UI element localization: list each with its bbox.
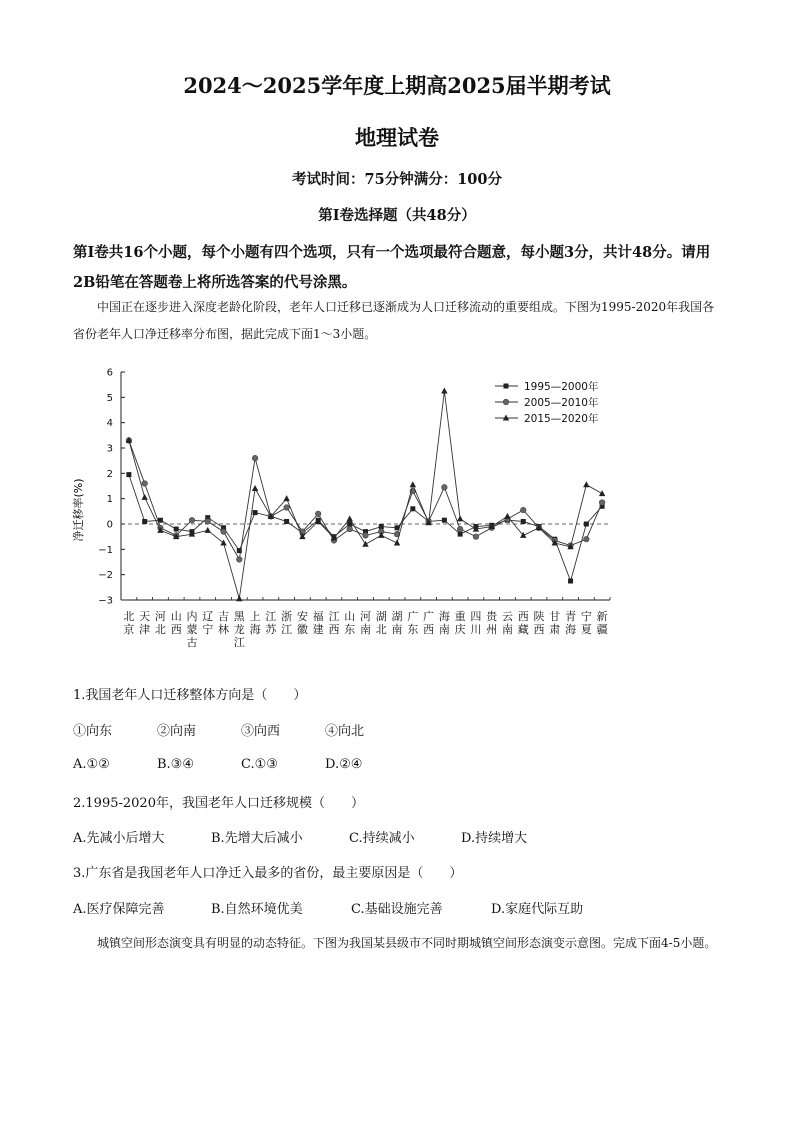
q1-choice: ④向北 — [325, 724, 365, 739]
x-tick-label: 新 疆 — [596, 610, 608, 636]
question-3: 3.广东省是我国老年人口净迁入最多的省份，最主要原因是（ ） — [73, 866, 463, 881]
data-point — [457, 515, 463, 521]
legend-label: 1995—2000年 — [524, 381, 599, 393]
data-point — [458, 532, 463, 537]
data-point — [410, 506, 415, 511]
data-point — [205, 527, 211, 533]
x-tick-label: 浙 江 — [281, 610, 293, 636]
x-tick-label: 吉 林 — [218, 610, 230, 636]
data-point — [220, 540, 226, 546]
data-point — [599, 490, 605, 496]
data-point — [236, 595, 242, 601]
y-tick-label: 5 — [106, 392, 113, 404]
data-point — [284, 519, 289, 524]
data-point — [283, 495, 289, 501]
y-tick-label: 2 — [106, 468, 113, 480]
data-point — [394, 540, 400, 546]
q3-option-c[interactable]: C.基础设施完善 — [351, 902, 443, 917]
data-point — [503, 415, 509, 421]
exam-info: 考试时间：75分钟满分：100分 — [292, 171, 502, 188]
question-2: 2.1995-2020年，我国老年人口迁移规模（ ） — [73, 796, 364, 811]
data-point — [504, 513, 510, 519]
series-1 — [126, 472, 604, 583]
x-tick-label: 福 建 — [312, 610, 324, 636]
y-axis-label: 净迁移率(%) — [72, 478, 85, 542]
x-tick-label: 黑 龙 江 — [233, 610, 245, 649]
x-tick-label: 内 蒙 古 — [186, 610, 198, 649]
q3-option-b[interactable]: B.自然环境优美 — [211, 902, 303, 917]
x-tick-label: 陕 西 — [533, 610, 545, 636]
x-tick-label: 宁 夏 — [580, 610, 592, 636]
q1-choice: ③向西 — [241, 724, 281, 739]
data-point — [362, 541, 368, 547]
data-point — [221, 529, 227, 535]
data-point — [347, 515, 353, 521]
data-point — [347, 526, 353, 532]
x-tick-label: 安 徽 — [296, 610, 308, 636]
x-tick-label: 广 东 — [407, 610, 419, 636]
data-point — [410, 481, 416, 487]
q3-option-a[interactable]: A.医疗保障完善 — [73, 902, 165, 917]
q1-choice: ②向南 — [157, 724, 197, 739]
legend-label: 2015—2020年 — [524, 413, 599, 425]
subject-title: 地理试卷 — [355, 125, 439, 150]
x-tick-label: 湖 南 — [391, 610, 403, 636]
x-tick-label: 广 西 — [423, 610, 435, 636]
q3-option-d[interactable]: D.家庭代际互助 — [491, 902, 584, 917]
data-point — [237, 557, 243, 563]
x-tick-label: 青 海 — [565, 610, 577, 636]
chart-legend — [495, 380, 599, 425]
data-point — [363, 533, 369, 539]
x-tick-label: 北 京 — [123, 610, 135, 636]
q1-option-a[interactable]: A.①② — [73, 757, 110, 772]
x-tick-label: 上 海 — [249, 610, 261, 636]
y-tick-label: 0 — [106, 519, 113, 531]
y-tick-label: −1 — [98, 544, 113, 556]
x-tick-label: 河 北 — [154, 610, 166, 636]
x-tick-label: 海 南 — [438, 610, 450, 636]
q1-option-b[interactable]: B.③④ — [157, 757, 194, 772]
data-point — [442, 518, 447, 523]
x-tick-label: 天 津 — [139, 610, 151, 636]
data-point — [584, 522, 589, 527]
x-tick-label: 西 藏 — [517, 610, 529, 636]
data-point — [441, 388, 447, 394]
intro-paragraph-1: 中国正在逐步进入深度老龄化阶段，老年人口迁移已逐渐成为人口迁移流动的重要组成。下图为1995-2020年我国各省份老年人口净迁移率分布图，据此完成下面1～3小题。 — [73, 300, 715, 341]
data-point — [583, 481, 589, 487]
data-point — [379, 524, 384, 529]
data-point — [315, 511, 321, 517]
data-point — [504, 384, 509, 389]
legend-label: 2005—2010年 — [524, 397, 599, 409]
q1-choice: ①向东 — [73, 724, 113, 739]
q1-option-d[interactable]: D.②④ — [325, 757, 363, 772]
y-tick-label: 6 — [106, 367, 113, 379]
x-tick-label: 山 东 — [344, 610, 356, 636]
x-tick-label: 江 苏 — [265, 610, 277, 636]
data-point — [189, 517, 195, 523]
section-heading: 第Ⅰ卷选择题（共48分） — [318, 207, 476, 224]
x-tick-label: 湖 北 — [375, 610, 387, 636]
question-1: 1.我国老年人口迁移整体方向是（ ） — [73, 688, 307, 703]
y-tick-label: −3 — [98, 595, 113, 607]
data-point — [568, 579, 573, 584]
data-point — [252, 455, 258, 461]
data-point — [584, 536, 590, 542]
intro-paragraph-2: 城镇空间形态演变具有明显的动态特征。下图为我国某县级市不同时期城镇空间形态演变示意图。完成下面4-5小题。 — [97, 936, 717, 950]
data-point — [126, 472, 131, 477]
x-tick-label: 重 庆 — [454, 610, 466, 636]
data-point — [442, 484, 448, 490]
x-tick-label: 河 南 — [360, 610, 371, 636]
section-instructions: 第Ⅰ卷共16个小题，每个小题有四个选项，只有一个选项最符合题意，每小题3分，共计48分。请用2B铅笔在答题卷上将所选答案的代号涂黑。 — [73, 244, 711, 291]
data-point — [599, 500, 605, 506]
data-point — [521, 519, 526, 524]
data-point — [503, 399, 509, 405]
x-tick-label: 甘 肃 — [549, 610, 561, 636]
q1-option-c[interactable]: C.①③ — [241, 757, 278, 772]
y-tick-label: −2 — [98, 570, 113, 582]
data-point — [473, 534, 479, 540]
data-point — [174, 527, 179, 532]
data-point — [205, 519, 211, 525]
q2-option-a[interactable]: A.先减小后增大 — [73, 831, 165, 846]
q2-option-d[interactable]: D.持续增大 — [461, 831, 528, 846]
q2-option-c[interactable]: C.持续减小 — [349, 831, 415, 846]
x-tick-label: 辽 宁 — [202, 610, 214, 636]
data-point — [520, 507, 526, 513]
q1-choices — [73, 720, 723, 739]
data-point — [142, 519, 147, 524]
series-line — [129, 475, 602, 581]
y-tick-label: 4 — [106, 418, 113, 430]
data-point — [253, 510, 258, 515]
x-tick-label: 贵 州 — [486, 610, 498, 636]
q1-options — [73, 757, 723, 772]
x-tick-label: 云 南 — [501, 610, 513, 636]
x-tick-label: 江 西 — [328, 610, 340, 636]
exam-title: 2024～2025学年度上期高2025届半期考试 — [183, 73, 611, 98]
y-tick-label: 3 — [106, 443, 113, 455]
q2-options — [73, 827, 723, 846]
x-tick-label: 四 川 — [470, 610, 482, 636]
data-point — [457, 526, 463, 532]
x-tick-label: 山 西 — [170, 610, 182, 636]
y-tick-label: 1 — [106, 494, 113, 506]
data-point — [252, 485, 258, 491]
q2-option-b[interactable]: B.先增大后减小 — [211, 831, 303, 846]
data-point — [142, 481, 148, 487]
data-point — [284, 505, 290, 511]
data-point — [141, 494, 147, 500]
q3-options — [73, 898, 723, 917]
